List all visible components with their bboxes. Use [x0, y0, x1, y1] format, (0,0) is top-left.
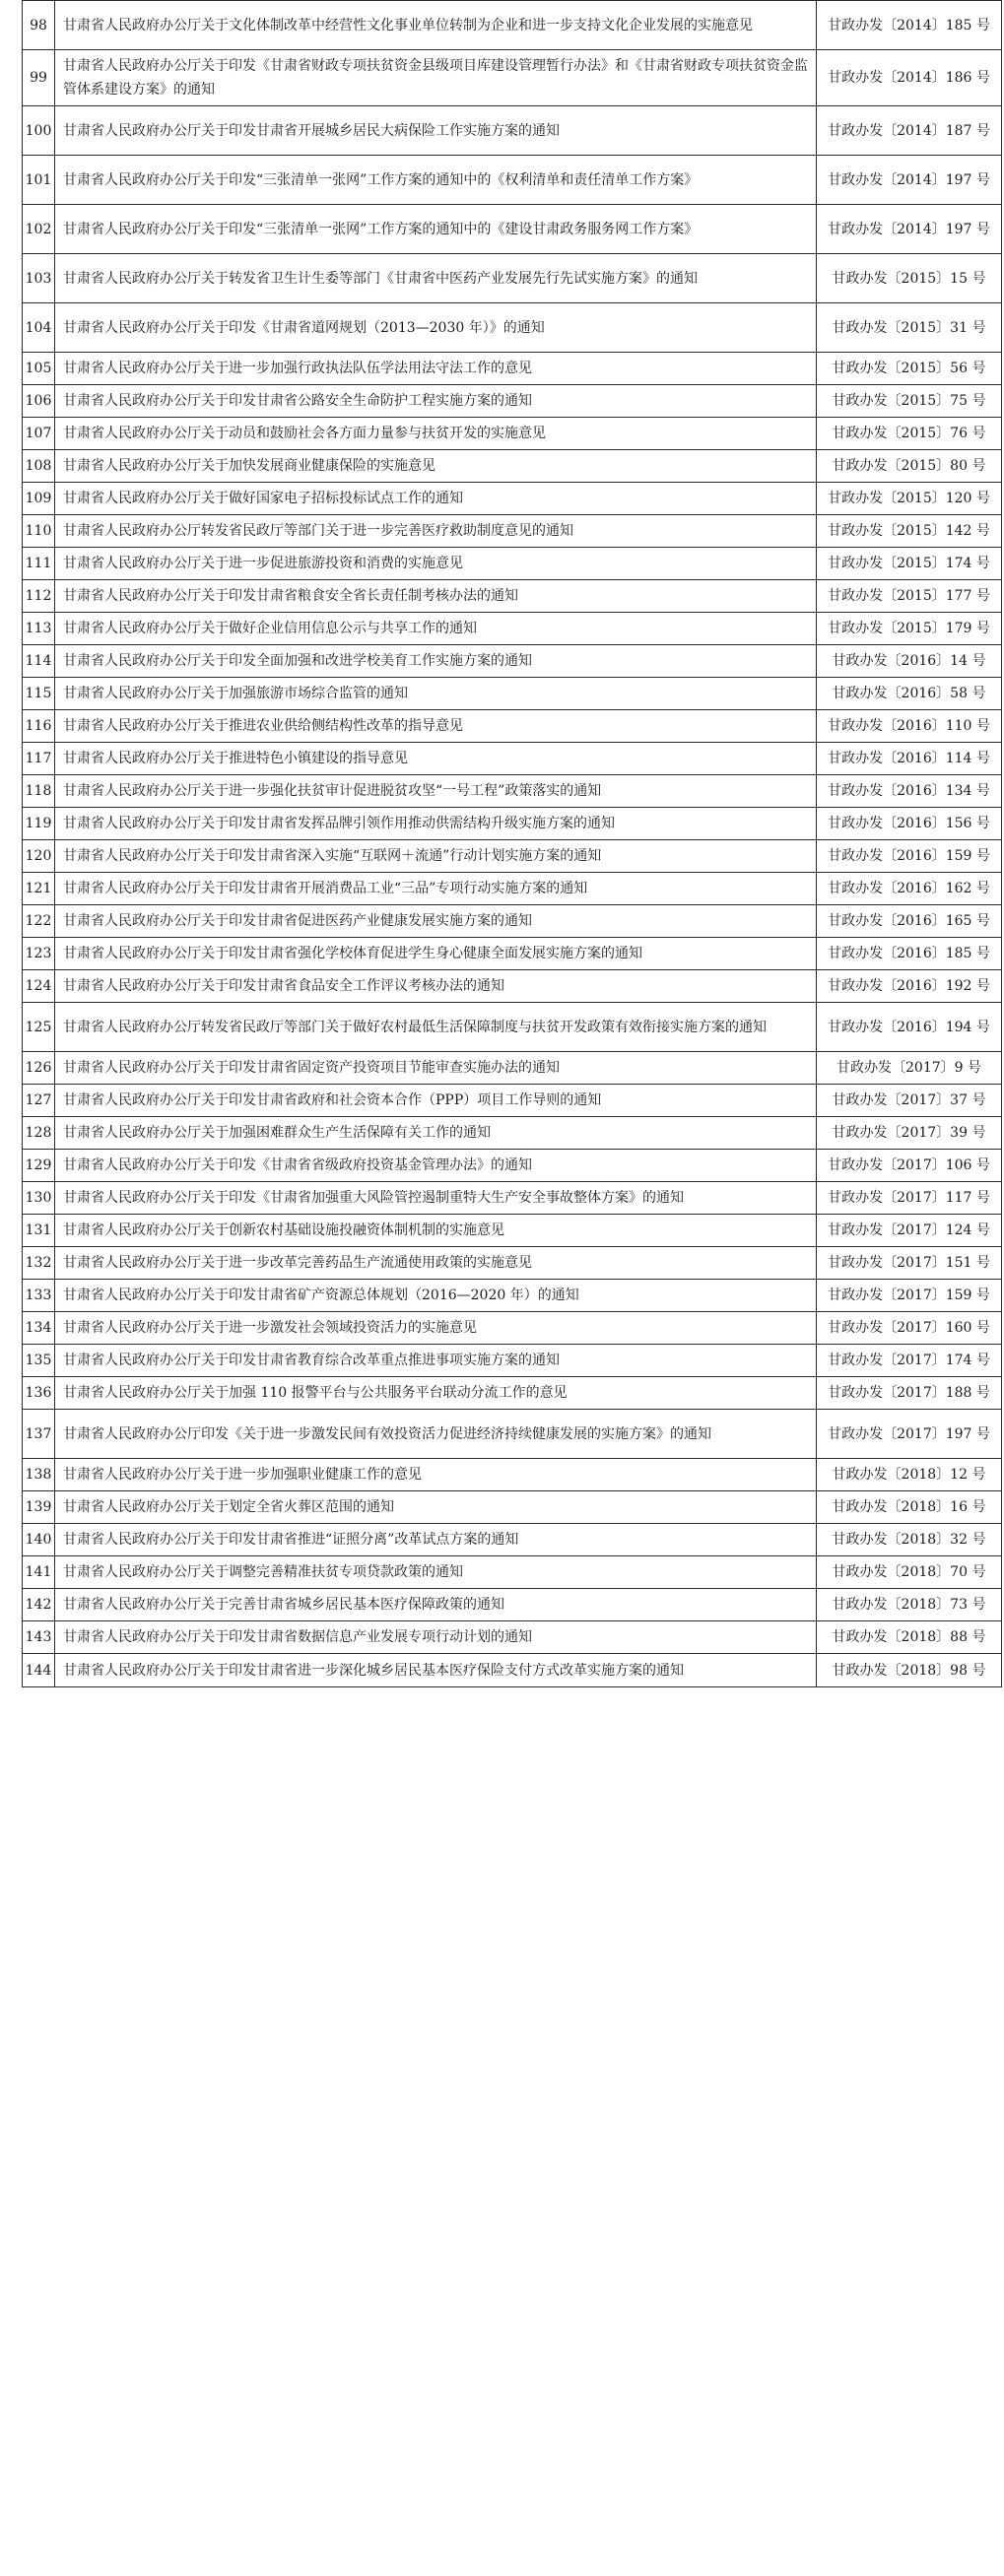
document-title: 甘肃省人民政府办公厅关于印发《甘肃省加强重大风险管控遏制重特大生产安全事故整体方案》的通知 — [55, 1182, 817, 1215]
document-number: 甘政办发〔2014〕197 号 — [817, 156, 1002, 205]
row-number: 136 — [23, 1377, 55, 1410]
document-number: 甘政办发〔2018〕88 号 — [817, 1621, 1002, 1654]
document-title: 甘肃省人民政府办公厅关于印发甘肃省公路安全生命防护工程实施方案的通知 — [55, 385, 817, 418]
document-number: 甘政办发〔2015〕179 号 — [817, 613, 1002, 645]
document-title: 甘肃省人民政府办公厅关于调整完善精准扶贫专项贷款政策的通知 — [55, 1556, 817, 1589]
row-number: 119 — [23, 808, 55, 840]
document-number: 甘政办发〔2014〕197 号 — [817, 205, 1002, 254]
document-number: 甘政办发〔2018〕32 号 — [817, 1524, 1002, 1556]
document-title: 甘肃省人民政府办公厅关于加强旅游市场综合监管的通知 — [55, 678, 817, 710]
row-number: 109 — [23, 483, 55, 515]
table-row — [23, 678, 1002, 710]
document-title: 甘肃省人民政府办公厅关于印发《甘肃省财政专项扶贫资金县级项目库建设管理暂行办法》和《甘肃省财政专项扶贫资金监管体系建设方案》的通知 — [55, 50, 817, 106]
row-number: 117 — [23, 743, 55, 775]
document-number: 甘政办发〔2016〕14 号 — [817, 645, 1002, 678]
row-number: 121 — [23, 873, 55, 905]
row-number: 134 — [23, 1312, 55, 1345]
document-number: 甘政办发〔2014〕187 号 — [817, 106, 1002, 156]
table-row — [23, 1621, 1002, 1654]
document-title: 甘肃省人民政府办公厅关于推进特色小镇建设的指导意见 — [55, 743, 817, 775]
table-row — [23, 1589, 1002, 1621]
row-number: 125 — [23, 1003, 55, 1052]
document-title: 甘肃省人民政府办公厅关于印发“三张清单一张网”工作方案的通知中的《权利清单和责任清单工作方案》 — [55, 156, 817, 205]
document-title: 甘肃省人民政府办公厅关于做好企业信用信息公示与共享工作的通知 — [55, 613, 817, 645]
table-row — [23, 515, 1002, 548]
document-title: 甘肃省人民政府办公厅关于划定全省火葬区范围的通知 — [55, 1491, 817, 1524]
document-number: 甘政办发〔2015〕120 号 — [817, 483, 1002, 515]
row-number: 126 — [23, 1052, 55, 1085]
document-number: 甘政办发〔2017〕117 号 — [817, 1182, 1002, 1215]
row-number: 115 — [23, 678, 55, 710]
document-title: 甘肃省人民政府办公厅关于印发全面加强和改进学校美育工作实施方案的通知 — [55, 645, 817, 678]
row-number: 139 — [23, 1491, 55, 1524]
document-table — [22, 0, 1002, 1687]
document-title: 甘肃省人民政府办公厅关于进一步促进旅游投资和消费的实施意见 — [55, 548, 817, 580]
document-number: 甘政办发〔2017〕159 号 — [817, 1280, 1002, 1312]
document-title: 甘肃省人民政府办公厅关于进一步加强职业健康工作的意见 — [55, 1459, 817, 1491]
document-title: 甘肃省人民政府办公厅关于印发甘肃省发挥品牌引领作用推动供需结构升级实施方案的通知 — [55, 808, 817, 840]
document-number: 甘政办发〔2018〕73 号 — [817, 1589, 1002, 1621]
document-number: 甘政办发〔2017〕37 号 — [817, 1085, 1002, 1117]
document-title: 甘肃省人民政府办公厅关于印发“三张清单一张网”工作方案的通知中的《建设甘肃政务服务网工作方案》 — [55, 205, 817, 254]
row-number: 130 — [23, 1182, 55, 1215]
table-row — [23, 710, 1002, 743]
table-row — [23, 205, 1002, 254]
row-number: 138 — [23, 1459, 55, 1491]
row-number: 112 — [23, 580, 55, 613]
document-title: 甘肃省人民政府办公厅关于印发甘肃省进一步深化城乡居民基本医疗保险支付方式改革实施方案的通知 — [55, 1654, 817, 1687]
document-number: 甘政办发〔2016〕110 号 — [817, 710, 1002, 743]
document-title: 甘肃省人民政府办公厅关于完善甘肃省城乡居民基本医疗保障政策的通知 — [55, 1589, 817, 1621]
table-row — [23, 743, 1002, 775]
row-number: 129 — [23, 1150, 55, 1182]
table-row — [23, 580, 1002, 613]
row-number: 101 — [23, 156, 55, 205]
table-row — [23, 418, 1002, 450]
row-number: 113 — [23, 613, 55, 645]
table-row — [23, 1491, 1002, 1524]
table-row — [23, 303, 1002, 353]
row-number: 127 — [23, 1085, 55, 1117]
document-title: 甘肃省人民政府办公厅关于印发甘肃省矿产资源总体规划（2016—2020 年）的通知 — [55, 1280, 817, 1312]
row-number: 107 — [23, 418, 55, 450]
document-title: 甘肃省人民政府办公厅关于印发甘肃省开展城乡居民大病保险工作实施方案的通知 — [55, 106, 817, 156]
document-title: 甘肃省人民政府办公厅关于印发甘肃省促进医药产业健康发展实施方案的通知 — [55, 905, 817, 938]
document-number: 甘政办发〔2016〕156 号 — [817, 808, 1002, 840]
row-number: 116 — [23, 710, 55, 743]
table-row — [23, 1052, 1002, 1085]
document-title: 甘肃省人民政府办公厅关于印发甘肃省政府和社会资本合作（PPP）项目工作导则的通知 — [55, 1085, 817, 1117]
table-row — [23, 1410, 1002, 1459]
document-title: 甘肃省人民政府办公厅关于文化体制改革中经营性文化事业单位转制为企业和进一步支持文化企业发展的实施意见 — [55, 1, 817, 50]
table-row — [23, 450, 1002, 483]
row-number: 143 — [23, 1621, 55, 1654]
row-number: 102 — [23, 205, 55, 254]
document-number: 甘政办发〔2017〕151 号 — [817, 1247, 1002, 1280]
document-number: 甘政办发〔2015〕56 号 — [817, 353, 1002, 385]
row-number: 99 — [23, 50, 55, 106]
table-row — [23, 1377, 1002, 1410]
document-number: 甘政办发〔2016〕58 号 — [817, 678, 1002, 710]
row-number: 110 — [23, 515, 55, 548]
table-row — [23, 385, 1002, 418]
document-number: 甘政办发〔2017〕197 号 — [817, 1410, 1002, 1459]
row-number: 133 — [23, 1280, 55, 1312]
table-row — [23, 156, 1002, 205]
table-row — [23, 1654, 1002, 1687]
table-row — [23, 1280, 1002, 1312]
document-title: 甘肃省人民政府办公厅转发省民政厅等部门关于进一步完善医疗救助制度意见的通知 — [55, 515, 817, 548]
document-number: 甘政办发〔2016〕185 号 — [817, 938, 1002, 970]
document-title: 甘肃省人民政府办公厅关于印发《甘肃省省级政府投资基金管理办法》的通知 — [55, 1150, 817, 1182]
table-row — [23, 483, 1002, 515]
row-number: 123 — [23, 938, 55, 970]
document-title: 甘肃省人民政府办公厅关于印发《甘肃省道网规划（2013—2030 年）》的通知 — [55, 303, 817, 353]
table-row — [23, 1556, 1002, 1589]
document-title: 甘肃省人民政府办公厅关于做好国家电子招标投标试点工作的通知 — [55, 483, 817, 515]
row-number: 105 — [23, 353, 55, 385]
document-number: 甘政办发〔2015〕80 号 — [817, 450, 1002, 483]
document-number: 甘政办发〔2015〕31 号 — [817, 303, 1002, 353]
row-number: 144 — [23, 1654, 55, 1687]
table-row — [23, 905, 1002, 938]
row-number: 118 — [23, 775, 55, 808]
document-number: 甘政办发〔2014〕185 号 — [817, 1, 1002, 50]
table-row — [23, 1150, 1002, 1182]
row-number: 103 — [23, 254, 55, 303]
table-row — [23, 873, 1002, 905]
table-row — [23, 1247, 1002, 1280]
table-row — [23, 808, 1002, 840]
document-title: 甘肃省人民政府办公厅关于印发甘肃省固定资产投资项目节能审查实施办法的通知 — [55, 1052, 817, 1085]
document-title: 甘肃省人民政府办公厅印发《关于进一步激发民间有效投资活力促进经济持续健康发展的实施方案》的通知 — [55, 1410, 817, 1459]
document-number: 甘政办发〔2016〕192 号 — [817, 970, 1002, 1003]
table-row — [23, 645, 1002, 678]
row-number: 98 — [23, 1, 55, 50]
document-title: 甘肃省人民政府办公厅关于印发甘肃省教育综合改革重点推进事项实施方案的通知 — [55, 1345, 817, 1377]
table-row — [23, 1345, 1002, 1377]
document-number: 甘政办发〔2017〕188 号 — [817, 1377, 1002, 1410]
document-number: 甘政办发〔2017〕174 号 — [817, 1345, 1002, 1377]
row-number: 137 — [23, 1410, 55, 1459]
document-title: 甘肃省人民政府办公厅关于印发甘肃省食品安全工作评议考核办法的通知 — [55, 970, 817, 1003]
document-title: 甘肃省人民政府办公厅关于印发甘肃省粮食安全省长责任制考核办法的通知 — [55, 580, 817, 613]
table-row — [23, 1085, 1002, 1117]
document-title: 甘肃省人民政府办公厅转发省民政厅等部门关于做好农村最低生活保障制度与扶贫开发政策有效衔接实施方案的通知 — [55, 1003, 817, 1052]
document-title: 甘肃省人民政府办公厅关于动员和鼓励社会各方面力量参与扶贫开发的实施意见 — [55, 418, 817, 450]
table-row — [23, 840, 1002, 873]
document-title: 甘肃省人民政府办公厅关于加强 110 报警平台与公共服务平台联动分流工作的意见 — [55, 1377, 817, 1410]
table-row — [23, 970, 1002, 1003]
document-number: 甘政办发〔2015〕174 号 — [817, 548, 1002, 580]
table-row — [23, 1003, 1002, 1052]
row-number: 120 — [23, 840, 55, 873]
document-title: 甘肃省人民政府办公厅关于印发甘肃省深入实施“互联网＋流通”行动计划实施方案的通知 — [55, 840, 817, 873]
document-number: 甘政办发〔2014〕186 号 — [817, 50, 1002, 106]
document-title: 甘肃省人民政府办公厅关于加强困难群众生产生活保障有关工作的通知 — [55, 1117, 817, 1150]
row-number: 140 — [23, 1524, 55, 1556]
document-title: 甘肃省人民政府办公厅关于进一步强化扶贫审计促进脱贫攻坚“一号工程”政策落实的通知 — [55, 775, 817, 808]
table-row — [23, 254, 1002, 303]
row-number: 128 — [23, 1117, 55, 1150]
row-number: 141 — [23, 1556, 55, 1589]
row-number: 132 — [23, 1247, 55, 1280]
document-title: 甘肃省人民政府办公厅关于进一步激发社会领域投资活力的实施意见 — [55, 1312, 817, 1345]
row-number: 131 — [23, 1215, 55, 1247]
table-row — [23, 1182, 1002, 1215]
row-number: 108 — [23, 450, 55, 483]
document-title: 甘肃省人民政府办公厅关于印发甘肃省强化学校体育促进学生身心健康全面发展实施方案的通知 — [55, 938, 817, 970]
row-number: 122 — [23, 905, 55, 938]
table-row — [23, 1524, 1002, 1556]
row-number: 104 — [23, 303, 55, 353]
table-row — [23, 1459, 1002, 1491]
table-row — [23, 775, 1002, 808]
document-number: 甘政办发〔2018〕70 号 — [817, 1556, 1002, 1589]
row-number: 111 — [23, 548, 55, 580]
document-number: 甘政办发〔2017〕106 号 — [817, 1150, 1002, 1182]
table-row — [23, 613, 1002, 645]
row-number: 142 — [23, 1589, 55, 1621]
table-row — [23, 106, 1002, 156]
row-number: 114 — [23, 645, 55, 678]
document-number: 甘政办发〔2016〕165 号 — [817, 905, 1002, 938]
document-title: 甘肃省人民政府办公厅关于加快发展商业健康保险的实施意见 — [55, 450, 817, 483]
table-row — [23, 1, 1002, 50]
table-row — [23, 1215, 1002, 1247]
row-number: 124 — [23, 970, 55, 1003]
document-title: 甘肃省人民政府办公厅关于进一步加强行政执法队伍学法用法守法工作的意见 — [55, 353, 817, 385]
table-row — [23, 548, 1002, 580]
table-row — [23, 938, 1002, 970]
document-number: 甘政办发〔2017〕160 号 — [817, 1312, 1002, 1345]
document-table-body — [23, 1, 1002, 1687]
document-title: 甘肃省人民政府办公厅关于印发甘肃省推进“证照分离”改革试点方案的通知 — [55, 1524, 817, 1556]
document-title: 甘肃省人民政府办公厅关于印发甘肃省数据信息产业发展专项行动计划的通知 — [55, 1621, 817, 1654]
document-number: 甘政办发〔2018〕16 号 — [817, 1491, 1002, 1524]
document-number: 甘政办发〔2017〕124 号 — [817, 1215, 1002, 1247]
table-row — [23, 1117, 1002, 1150]
document-title: 甘肃省人民政府办公厅关于推进农业供给侧结构性改革的指导意见 — [55, 710, 817, 743]
document-number: 甘政办发〔2015〕76 号 — [817, 418, 1002, 450]
document-number: 甘政办发〔2015〕142 号 — [817, 515, 1002, 548]
document-title: 甘肃省人民政府办公厅关于印发甘肃省开展消费品工业“三品”专项行动实施方案的通知 — [55, 873, 817, 905]
document-number: 甘政办发〔2017〕39 号 — [817, 1117, 1002, 1150]
document-number: 甘政办发〔2016〕194 号 — [817, 1003, 1002, 1052]
document-number: 甘政办发〔2018〕98 号 — [817, 1654, 1002, 1687]
document-number: 甘政办发〔2015〕15 号 — [817, 254, 1002, 303]
row-number: 106 — [23, 385, 55, 418]
document-title: 甘肃省人民政府办公厅关于进一步改革完善药品生产流通使用政策的实施意见 — [55, 1247, 817, 1280]
document-number: 甘政办发〔2016〕162 号 — [817, 873, 1002, 905]
document-number: 甘政办发〔2015〕177 号 — [817, 580, 1002, 613]
document-number: 甘政办发〔2015〕75 号 — [817, 385, 1002, 418]
document-number: 甘政办发〔2016〕134 号 — [817, 775, 1002, 808]
table-row — [23, 50, 1002, 106]
table-row — [23, 353, 1002, 385]
document-title: 甘肃省人民政府办公厅关于转发省卫生计生委等部门《甘肃省中医药产业发展先行先试实施方案》的通知 — [55, 254, 817, 303]
document-number: 甘政办发〔2016〕159 号 — [817, 840, 1002, 873]
document-number: 甘政办发〔2017〕9 号 — [817, 1052, 1002, 1085]
document-title: 甘肃省人民政府办公厅关于创新农村基础设施投融资体制机制的实施意见 — [55, 1215, 817, 1247]
row-number: 135 — [23, 1345, 55, 1377]
document-number: 甘政办发〔2018〕12 号 — [817, 1459, 1002, 1491]
table-row — [23, 1312, 1002, 1345]
document-number: 甘政办发〔2016〕114 号 — [817, 743, 1002, 775]
row-number: 100 — [23, 106, 55, 156]
